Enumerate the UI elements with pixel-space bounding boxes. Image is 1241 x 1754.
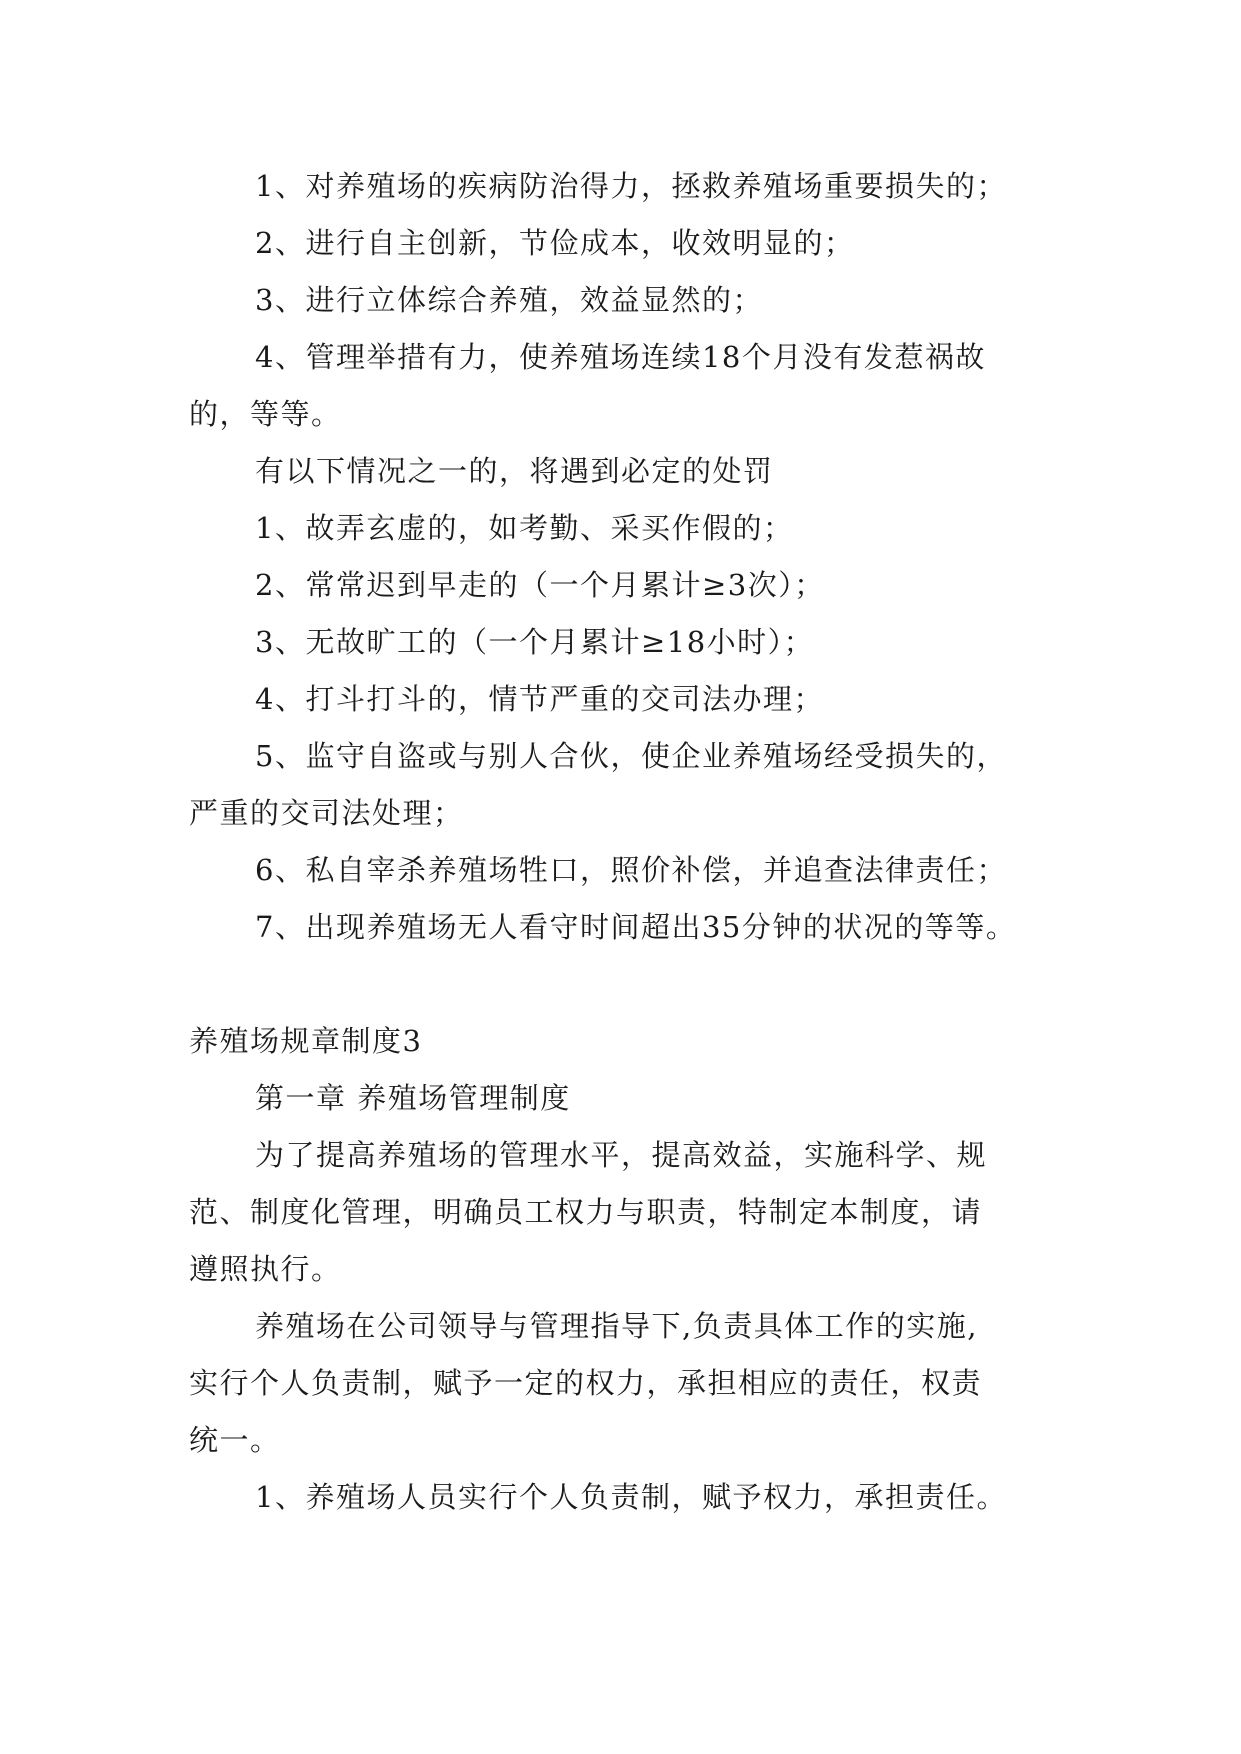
reward-item: 1、对养殖场的疾病防治得力，拯救养殖场重要损失的；	[255, 169, 1007, 203]
reward-item: 2、进行自主创新，节俭成本，收效明显的；	[255, 226, 855, 260]
penalty-item: 2、常常迟到早走的（一个月累计≥3次）；	[255, 568, 825, 602]
penalty-item: 1、故弄玄虚的，如考勤、采买作假的；	[255, 511, 794, 545]
reward-item-continuation: 的，等等。	[189, 397, 342, 431]
paragraph-line: 遵照执行。	[189, 1252, 342, 1286]
penalty-item: 5、监守自盗或与别人合伙，使企业养殖场经受损失的，	[255, 739, 1007, 773]
penalty-item: 6、私自宰杀养殖场牲口，照价补偿，并追查法律责任；	[255, 853, 1007, 887]
section-title: 养殖场规章制度3	[189, 1024, 423, 1058]
penalty-item: 4、打斗打斗的，情节严重的交司法办理；	[255, 682, 824, 716]
paragraph-line: 养殖场在公司领导与管理指导下,负责具体工作的实施,	[255, 1309, 978, 1343]
numbered-item: 1、养殖场人员实行个人负责制，赋予权力，承担责任。	[255, 1480, 1007, 1514]
section-gap	[189, 956, 1069, 1013]
penalty-intro: 有以下情况之一的，将遇到必定的处罚	[255, 454, 774, 488]
paragraph-line: 统一。	[189, 1423, 281, 1457]
paragraph-line: 为了提高养殖场的管理水平，提高效益，实施科学、规	[255, 1138, 988, 1172]
penalty-item: 7、出现养殖场无人看守时间超出35分钟的状况的等等。	[255, 910, 1017, 944]
chapter-title: 第一章 养殖场管理制度	[255, 1081, 571, 1115]
penalty-item: 3、无故旷工的（一个月累计≥18小时）；	[255, 625, 815, 659]
reward-item: 4、管理举措有力，使养殖场连续18个月没有发惹祸故	[255, 340, 986, 374]
reward-item: 3、进行立体综合养殖，效益显然的；	[255, 283, 763, 317]
penalty-item-continuation: 严重的交司法处理；	[189, 796, 464, 830]
paragraph-line: 实行个人负责制，赋予一定的权力，承担相应的责任，权责	[189, 1366, 983, 1400]
document-body	[189, 158, 1069, 1526]
paragraph-line: 范、制度化管理，明确员工权力与职责，特制定本制度，请	[189, 1195, 983, 1229]
